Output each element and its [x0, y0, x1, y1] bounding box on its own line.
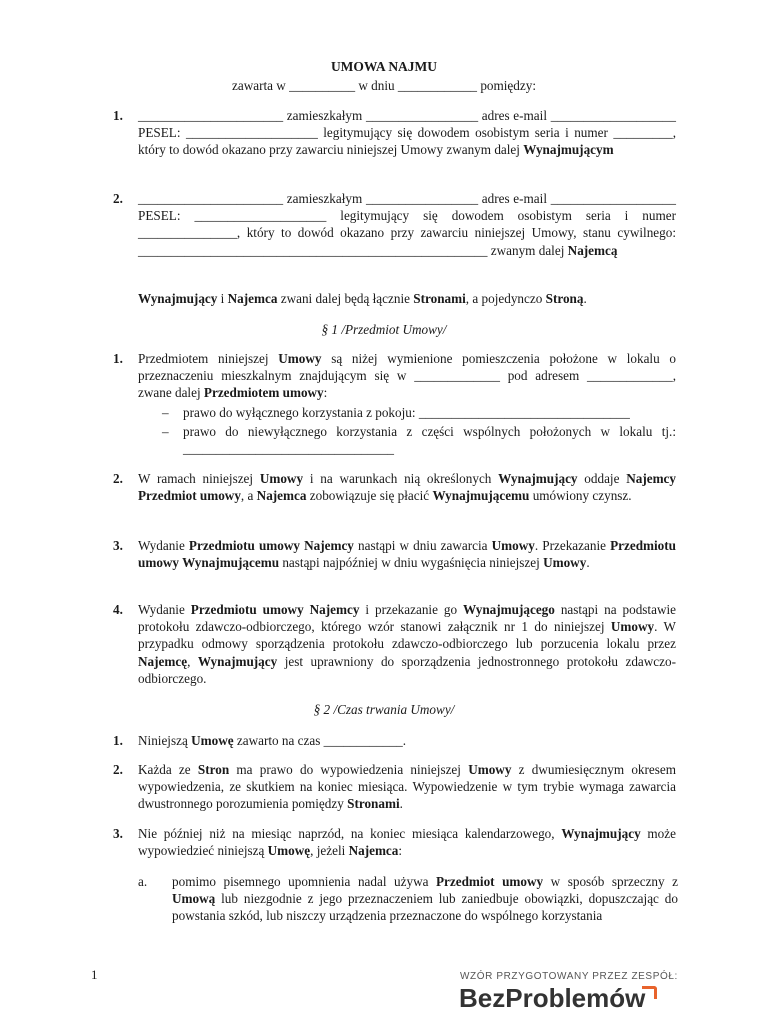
section-2-item-2	[113, 761, 676, 813]
item-letter: a.	[138, 874, 148, 889]
parties-definition	[138, 290, 676, 307]
clause-text: :	[323, 385, 328, 401]
clause-term: Umowy	[543, 555, 587, 571]
party-1-text: ______________________ zamieszkałym _________________ adres e-mail ___________________ PESEL: ____________________ legitymujący się dowodem osobistym seria i numer _________, który to dowód okazano przy zawarciu niniejszej Umowy zwanym dalej	[138, 108, 676, 158]
intro-text: , a pojedynczo	[465, 291, 546, 306]
party-2-text: ______________________ zamieszkałym _________________ adres e-mail ___________________ PESEL: ____________________ legitymujący się dowodem osobistym seria i numer _______________, który to dowód okazano przy zawarciu niniejszej Umowy, stanu cywilnego: _____________________________________________________ zwanym dalej	[138, 191, 676, 258]
intro-text: zwani dalej będą łącznie	[277, 291, 414, 306]
clause-text: oddaje	[577, 471, 627, 486]
party-1-role: Wynajmującym	[523, 142, 614, 158]
clause-text: ma prawo do wypowiedzenia niniejszej	[229, 762, 469, 777]
term-wynajmujacy: Wynajmujący	[138, 291, 218, 306]
clause-text: są niżej wymienione pomieszczenia położone w lokalu o przeznaczeniu mieszkalnym znajdującym się w _____________ pod adresem _____________, zwane dalej	[138, 351, 676, 401]
clause-text: W ramach niniejszej	[138, 471, 260, 486]
dash-item-1	[138, 404, 676, 421]
dash-item-2	[138, 423, 676, 457]
clause-term: Najemca	[256, 488, 307, 504]
clause-text: :	[398, 843, 403, 859]
clause-text: pomimo pisemnego upomnienia nadal używa	[172, 874, 436, 889]
clause-text: nastąpi w dniu zawarcia	[353, 538, 492, 553]
section-2-item-3a	[138, 873, 678, 925]
section-2-item-3	[113, 825, 676, 859]
item-number: 3.	[113, 538, 123, 553]
clause-text: z dwumiesięcznym okresem wypowiedzenia, ze skutkiem na koniec miesiąca. Wypowiedzenie w tym trybie wymaga zawarcia dwustronnego porozumienia pomiędzy	[138, 762, 676, 812]
clause-text: jest uprawniony do sporządzenia jednostronnego protokołu zdawczo-odbiorczego.	[138, 653, 676, 686]
party-2	[113, 190, 676, 259]
clause-term: Przedmiot umowy	[435, 874, 544, 889]
clause-term: Najemcę	[138, 653, 188, 669]
clause-text: Niniejszą	[138, 733, 192, 748]
section-1-item-3	[113, 537, 676, 571]
logo-caption: WZÓR PRZYGOTOWANY PRZEZ ZESPÓŁ:	[460, 971, 678, 982]
clause-term: Umowę	[191, 733, 234, 748]
section-1-heading: § 1 /Przedmiot Umowy/	[321, 322, 447, 337]
clause-text: w sposób sprzeczny z	[543, 874, 678, 889]
clause-term: Umowy	[278, 351, 322, 366]
document-title: UMOWA NAJMU	[330, 59, 438, 74]
section-1-item-2	[113, 470, 676, 504]
clause-text: zobowiązuje się płacić	[306, 488, 433, 504]
logo-bracket-icon	[642, 986, 657, 999]
item-number: 2.	[113, 471, 123, 486]
clause-term: Umowy	[610, 619, 655, 635]
clause-term: Najemca	[348, 843, 399, 859]
party-2-role: Najemcą	[567, 242, 618, 258]
section-2-heading: § 2 /Czas trwania Umowy/	[313, 702, 455, 717]
intro-text: i	[217, 291, 228, 306]
item-number: 3.	[113, 826, 123, 841]
clause-term: Przedmiotem umowy	[203, 385, 324, 401]
document-subtitle: zawarta w __________ w dniu ____________ pomiędzy:	[232, 78, 536, 93]
party-1-number: 1.	[113, 108, 123, 123]
party-2-number: 2.	[113, 191, 123, 206]
dash-text: prawo do niewyłącznego korzystania z części wspólnych położonych w lokalu tj.: ________________________________	[183, 423, 676, 457]
clause-term: Stronami	[347, 796, 400, 812]
clause-term: Przedmiotu umowy Najemcy	[190, 602, 360, 617]
clause-text: Wydanie	[138, 602, 191, 617]
clause-text: nastąpi najpóźniej w dniu wygaśnięcia niniejszej	[279, 555, 544, 571]
clause-text: lub niezgodnie z jego przeznaczeniem lub zaniedbuje obowiązki, dopuszczając do powstania szkód, lub niszczy urządzenia przeznaczone do wspólnego korzystania	[172, 891, 678, 924]
section-2-item-1	[113, 732, 676, 749]
clause-term: Umowy	[468, 762, 512, 777]
dash-text: prawo do wyłącznego korzystania z pokoju: ________________________________	[183, 404, 630, 420]
section-1-item-4	[113, 601, 676, 687]
clause-text: , a	[240, 488, 257, 504]
bezproblemow-logo: BezProblemów	[459, 983, 646, 1013]
clause-term: Umowę	[267, 843, 311, 859]
clause-text: .	[586, 555, 590, 571]
clause-term: Wynajmującego	[463, 602, 555, 617]
page-number: 1	[91, 967, 98, 982]
clause-text: Nie później niż na miesiąc naprzód, na koniec miesiąca kalendarzowego,	[138, 826, 562, 841]
clause-text: może wypowiedzieć niniejszą	[138, 826, 676, 859]
intro-text: .	[583, 291, 587, 306]
clause-text: Każda ze	[138, 762, 198, 777]
clause-text: Przedmiotem niniejszej	[138, 351, 279, 366]
dash-bullet: –	[162, 423, 169, 439]
clause-text: ,	[187, 653, 198, 669]
dash-bullet: –	[162, 404, 169, 420]
clause-term: Umowy	[491, 538, 535, 553]
term-strona: Stroną	[545, 291, 584, 306]
clause-term: Przedmiotu umowy Wynajmującemu	[138, 538, 676, 571]
item-number: 2.	[113, 762, 123, 777]
clause-text: umówiony czynsz.	[529, 488, 632, 504]
clause-text: . W przypadku odmowy sporządzenia protokołu zdawczo-odbiorczego lub porzucenia lokalu przez	[138, 619, 676, 652]
clause-text: i przekazanie go	[359, 602, 464, 617]
clause-term: Stron	[197, 762, 230, 777]
clause-term: Najemcy Przedmiot umowy	[138, 471, 676, 504]
item-number: 4.	[113, 602, 123, 617]
clause-text: .	[399, 796, 403, 812]
clause-text: i na warunkach nią określonych	[303, 471, 499, 486]
term-stronami: Stronami	[413, 291, 466, 306]
clause-term: Wynajmujący	[561, 826, 641, 841]
clause-term: Wynajmujący	[197, 653, 278, 669]
clause-text: . Przekazanie	[534, 538, 611, 553]
clause-term: Wynajmujący	[498, 471, 578, 486]
item-number: 1.	[113, 733, 123, 748]
clause-term: Przedmiotu umowy Najemcy	[188, 538, 354, 553]
section-1-item-1	[113, 350, 676, 457]
clause-term: Umową	[172, 891, 216, 907]
clause-term: Wynajmującemu	[432, 488, 530, 504]
clause-text: zawarto na czas ____________.	[233, 733, 407, 748]
term-najemca: Najemca	[227, 291, 278, 306]
item-number: 1.	[113, 351, 123, 366]
clause-term: Umowy	[259, 471, 304, 486]
party-1	[113, 107, 676, 159]
clause-text: , jeżeli	[310, 843, 349, 859]
clause-text: Wydanie	[138, 538, 189, 553]
clause-text: nastąpi na podstawie protokołu zdawczo-odbiorczego, którego wzór stanowi załącznik nr 1 do niniejszej	[138, 602, 676, 635]
